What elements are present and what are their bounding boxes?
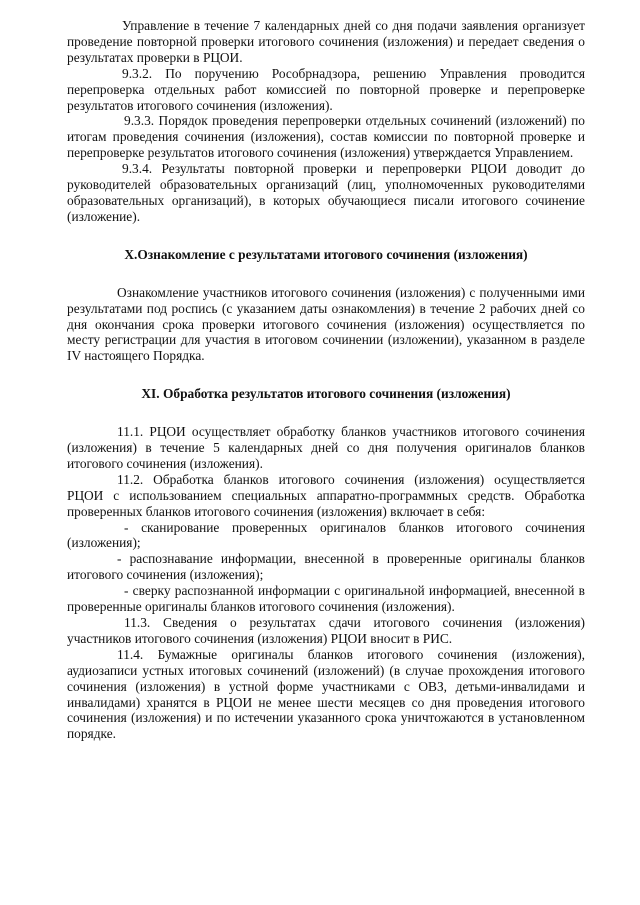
section-11-heading: XI. Обработка результатов итогового сочинения (изложения) xyxy=(141,386,511,402)
document-body xyxy=(67,18,585,742)
section-10-text: Ознакомление участников итогового сочинения (изложения) с полученными ими результатами под роспись (с указанием даты ознакомления) в течение 2 рабочих дней со дня окончания срока проверки итогового сочинения (изложения) осуществляется по месту регистрации для участия в итоговом сочинении (изложении), указанном в разделе IV настоящего Порядка. xyxy=(67,284,585,364)
list-item-recognition: - распознавание информации, внесенной в проверенные оригиналы бланков итогового сочинения (изложения); xyxy=(67,551,585,583)
paragraph-management-review: Управление в течение 7 календарных дней со дня подачи заявления организует проведение повторной проверки итогового сочинения (изложения) и передает сведения о результатах проверки в РЦОИ. xyxy=(67,18,585,65)
section-10-heading: X.Ознакомление с результатами итогового сочинения (изложения) xyxy=(124,246,528,262)
list-item-verification: - сверку распознанной информации с оригинальной информацией, внесенной в проверенные оригиналы бланков итогового сочинения (изложения). xyxy=(67,583,585,615)
paragraph-9-3-2: 9.3.2. По поручению Рособрнадзора, решению Управления проводится перепроверка отдельных работ комиссией по повторной проверке и перепроверке результатов итогового сочинения (изложения). xyxy=(67,65,585,113)
paragraph-11-3: 11.3. Сведения о результатах сдачи итогового сочинения (изложения) участников итогового сочинения (изложения) РЦОИ вносит в РИС. xyxy=(67,615,585,646)
list-item-scanning: - сканирование проверенных оригиналов бланков итогового сочинения (изложения); xyxy=(67,519,585,551)
paragraph-9-3-4: 9.3.4. Результаты повторной проверки и перепроверки РЦОИ доводит до руководителей образовательных организаций (лиц, уполномоченных руководителями образовательных организаций), в которых обучающиеся писали итогового сочинение (изложение). xyxy=(67,161,585,224)
paragraph-11-4: 11.4. Бумажные оригиналы бланков итогового сочинения (изложения), аудиозаписи устных итоговых сочинений (изложений) (в случае прохождения итогового сочинения (изложения) в устной форме участниками с ОВЗ, детьми-инвалидами и инвалидами) хранятся в РЦОИ не менее шести месяцев со дня проведения итогового сочинения (изложения) и по истечении указанного срока уничтожаются в установленном порядке. xyxy=(67,646,585,742)
paragraph-9-3-3: 9.3.3. Порядок проведения перепроверки отдельных сочинений (изложений) по итогам проведения сочинения (изложения), состав комиссии по повторной проверке и перепроверке результатов итогового сочинения (изложения) утверждается Управлением. xyxy=(67,113,585,161)
paragraph-11-1: 11.1. РЦОИ осуществляет обработку бланков участников итогового сочинения (изложения) в течение 5 календарных дней со дня получения оригиналов бланков итогового сочинения (изложения). xyxy=(67,424,585,471)
paragraph-11-2: 11.2. Обработка бланков итогового сочинения (изложения) осуществляется РЦОИ с использованием специальных аппаратно-программных средств. Обработка проверенных бланков итогового сочинения (изложения) включает в себя: xyxy=(67,471,585,519)
